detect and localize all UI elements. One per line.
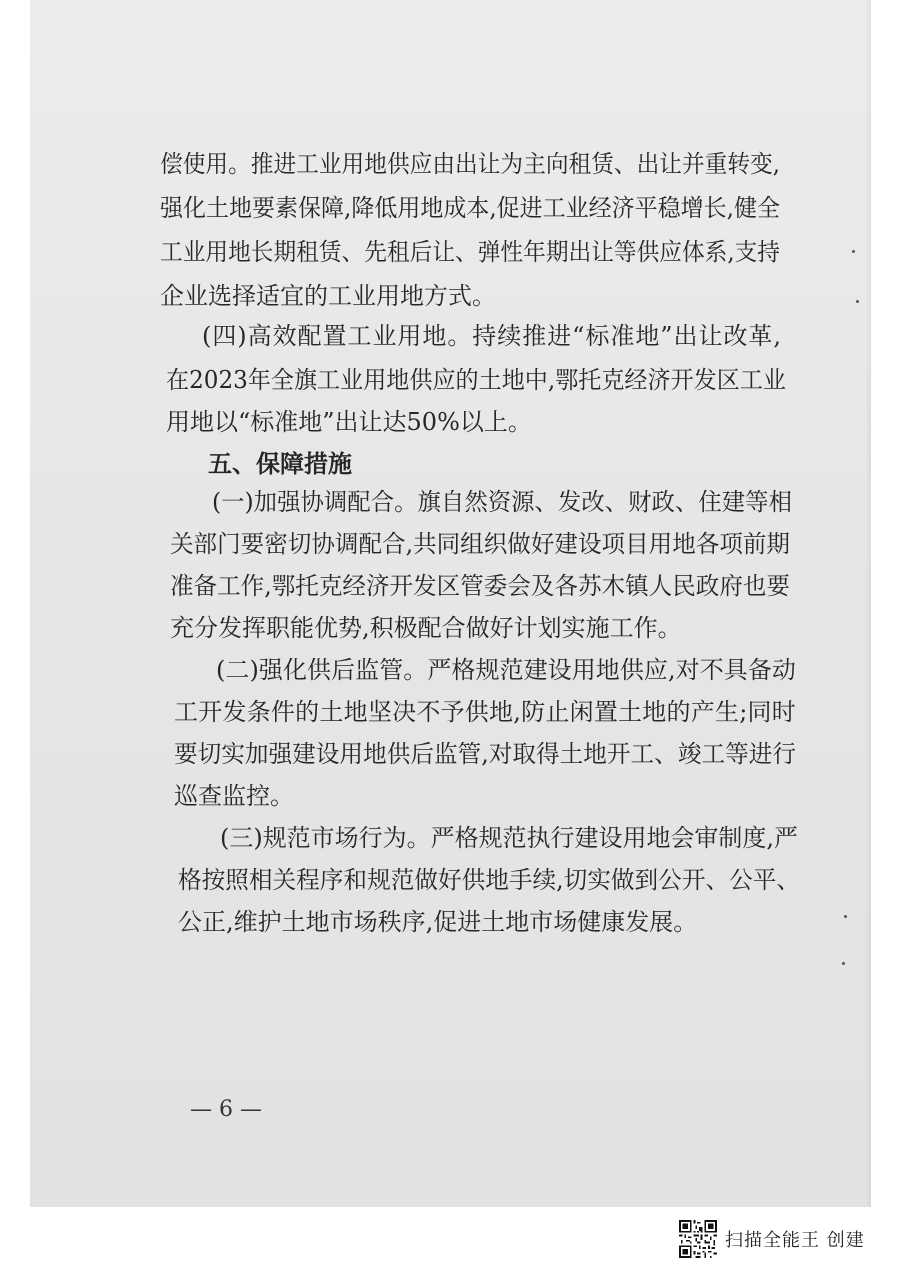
body-line: (三)规范市场行为。严格规范执行建设用地会审制度,严 [220, 824, 798, 852]
body-line: 公正,维护土地市场秩序,促进土地市场健康发展。 [178, 908, 698, 936]
body-line: 偿使用。推进工业用地供应由出让为主向租赁、出让并重转变, [160, 150, 780, 178]
body-line: 关部门要密切协调配合,共同组织做好建设项目用地各项前期 [170, 530, 790, 558]
scanner-watermark [679, 1219, 865, 1259]
body-line: 工业用地长期租赁、先租后让、弹性年期出让等供应体系,支持 [160, 238, 780, 266]
body-line: 用地以“标准地”出让达50%以上。 [166, 408, 532, 436]
section-heading: 五、保障措施 [208, 450, 352, 478]
body-line: 企业选择适宜的工业用地方式。 [160, 282, 496, 310]
page-number: — 6 — [190, 1097, 262, 1122]
body-line: (一)加强协调配合。旗自然资源、发改、财政、住建等相 [212, 488, 792, 516]
body-line: 巡查监控。 [174, 782, 294, 810]
scan-speck [852, 250, 855, 253]
body-line: 充分发挥职能优势,积极配合做好计划实施工作。 [170, 614, 682, 642]
body-line: 强化土地要素保障,降低用地成本,促进工业经济平稳增长,健全 [160, 194, 780, 222]
qr-code-icon [679, 1220, 717, 1258]
body-line: 工开发条件的土地坚决不予供地,防止闲置土地的产生;同时 [174, 698, 796, 726]
scanned-page [30, 0, 871, 1207]
scan-speck [844, 915, 847, 918]
body-line: (四)高效配置工业用地。持续推进“标准地”出让改革, [202, 322, 782, 350]
scan-speck [856, 300, 859, 303]
body-line: 准备工作,鄂托克经济开发区管委会及各苏木镇人民政府也要 [170, 572, 790, 600]
body-line: 格按照相关程序和规范做好供地手续,切实做到公开、公平、 [178, 866, 800, 894]
scan-speck [842, 962, 845, 965]
body-line: (二)强化供后监管。严格规范建设用地供应,对不具备动 [216, 656, 796, 684]
body-line: 要切实加强建设用地供后监管,对取得土地开工、竣工等进行 [174, 740, 796, 768]
scanner-label: 扫描全能王 创建 [725, 1230, 865, 1251]
body-line: 在2023年全旗工业用地供应的土地中,鄂托克经济开发区工业 [166, 366, 786, 394]
